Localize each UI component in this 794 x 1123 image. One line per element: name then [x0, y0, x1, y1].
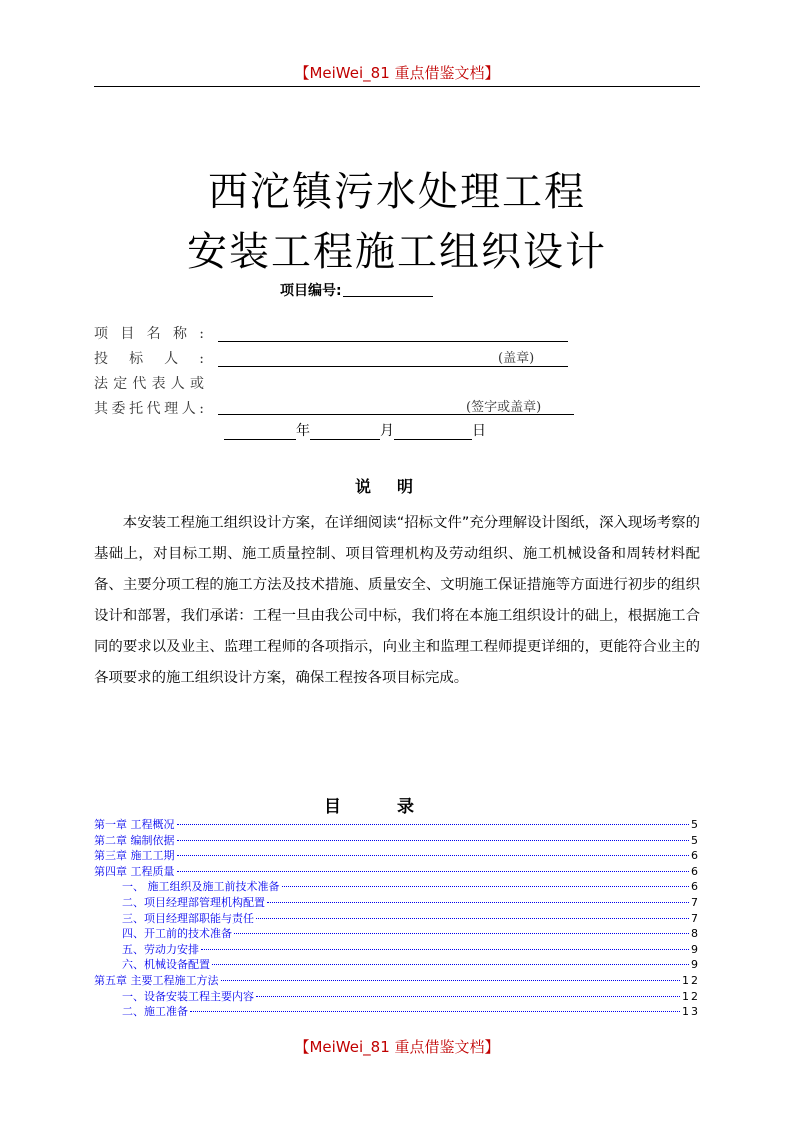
toc-subentry[interactable] [94, 925, 700, 941]
bidder-label: 投标人: [94, 351, 204, 367]
toc-entry-label: 第二章 编制依据 [94, 833, 175, 847]
toc-entry-label: 一、设备安装工程主要内容 [122, 989, 254, 1003]
toc-leader [201, 949, 689, 950]
year-blank [224, 423, 296, 440]
toc-leader [177, 840, 690, 841]
project-number-line [343, 296, 433, 297]
toc-leader [212, 964, 689, 965]
toc-subentry[interactable] [94, 988, 700, 1004]
toc-entry-label: 四、开工前的技术准备 [122, 927, 232, 941]
toc-subentry[interactable] [94, 910, 700, 926]
toc-subentry[interactable] [94, 878, 700, 894]
toc-entry-page: 9 [691, 942, 700, 956]
project-name-label: 项目名称: [94, 326, 204, 342]
toc-entry-page: 5 [691, 833, 700, 847]
project-name-line [218, 341, 568, 342]
toc-entry-label: 一、 施工组织及施工前技术准备 [122, 880, 280, 894]
toc-entry[interactable] [94, 863, 700, 879]
page-header: 【MeiWei_81 重点借鉴文档】 [294, 64, 500, 82]
toc-entry-page: 8 [691, 927, 700, 941]
toc-leader [221, 980, 681, 981]
toc-entry-page: 12 [682, 989, 700, 1003]
toc-title: 目录 [324, 797, 470, 817]
toc-entry-label: 二、项目经理部管理机构配置 [122, 895, 265, 909]
toc-entry-label: 第三章 施工工期 [94, 849, 175, 863]
toc-entry-page: 5 [691, 818, 700, 831]
page-footer: 【MeiWei_81 重点借鉴文档】 [294, 1038, 500, 1056]
toc-entry-label: 第四章 工程质量 [94, 864, 175, 878]
toc-leader [177, 855, 690, 856]
toc-entry-label: 第一章 工程概况 [94, 818, 175, 831]
toc-entry-page: 13 [682, 1005, 700, 1019]
year-label: 年 [296, 423, 310, 439]
explanation-paragraph: 本安装工程施工组织设计方案，在详细阅读“招标文件”充分理解设计图纸，深入现场考察的基础上，对目标工期、施工质量控制、项目管理机构及劳动组织、施工机械设备和周转材料配备、主要分项工程的施工方法及技术措施、质量安全、文明施工保证措施等方面进行初步的组织设计和部署，我们承诺：工程一旦由我公司中标，我们将在本施工组织设计的础上，根据施工合同的要求以及业主、监理工程师的各项指示，向业主和监理工程师提更详细的，更能符合业主的各项要求的施工组织设计方案，确保工程按各项目标完成。 [94, 515, 700, 686]
toc-entry[interactable] [94, 972, 700, 988]
month-label: 月 [380, 423, 394, 439]
bidder-line [218, 366, 568, 367]
toc-entry-label: 二、施工准备 [122, 1005, 188, 1019]
explanation-body [94, 508, 700, 694]
toc-entry-label: 第五章 主要工程施工方法 [94, 973, 219, 987]
toc-leader [282, 886, 690, 887]
toc-entry-page: 6 [691, 864, 700, 878]
day-blank [394, 423, 472, 440]
toc-entry-label: 五、劳动力安排 [122, 942, 199, 956]
toc-subentry[interactable] [94, 941, 700, 957]
toc-entry-label: 六、机械设备配置 [122, 958, 210, 972]
document-title-line2: 安装工程施工组织设计 [187, 229, 607, 275]
toc-entry-label: 三、项目经理部职能与责任 [122, 911, 254, 925]
project-number-label: 项目编号: [280, 283, 342, 299]
agent-sign-note: (签字或盖章) [466, 400, 542, 415]
toc-entry[interactable] [94, 847, 700, 863]
toc-leader [256, 918, 689, 919]
toc-entry-page: 7 [691, 895, 700, 909]
agent-line [218, 414, 574, 415]
toc-entry-page: 7 [691, 911, 700, 925]
toc-leader [177, 871, 690, 872]
toc-entry-page: 9 [691, 958, 700, 972]
toc-leader [190, 1011, 680, 1012]
header-divider [94, 86, 700, 87]
document-title-line1: 西沱镇污水处理工程 [208, 169, 586, 215]
month-blank [310, 423, 380, 440]
bidder-seal-note: (盖章) [498, 351, 535, 366]
toc-subentry[interactable] [94, 894, 700, 910]
toc-entry[interactable] [94, 816, 700, 832]
explanation-title: 说明 [354, 477, 439, 496]
day-label: 日 [472, 423, 486, 439]
legal-rep-label: 法定代表人或 [94, 376, 204, 392]
toc-entry-page: 6 [691, 849, 700, 863]
toc-leader [234, 933, 689, 934]
date-row [224, 420, 486, 440]
toc-entry-page: 6 [691, 880, 700, 894]
toc-leader [177, 824, 690, 825]
toc-subentry[interactable] [94, 1003, 700, 1019]
toc-leader [256, 996, 680, 997]
table-of-contents [94, 816, 700, 1019]
toc-entry[interactable] [94, 832, 700, 848]
toc-subentry[interactable] [94, 956, 700, 972]
toc-leader [267, 902, 689, 903]
toc-entry-page: 12 [682, 973, 700, 987]
agent-label: 其委托代理人: [94, 401, 204, 417]
